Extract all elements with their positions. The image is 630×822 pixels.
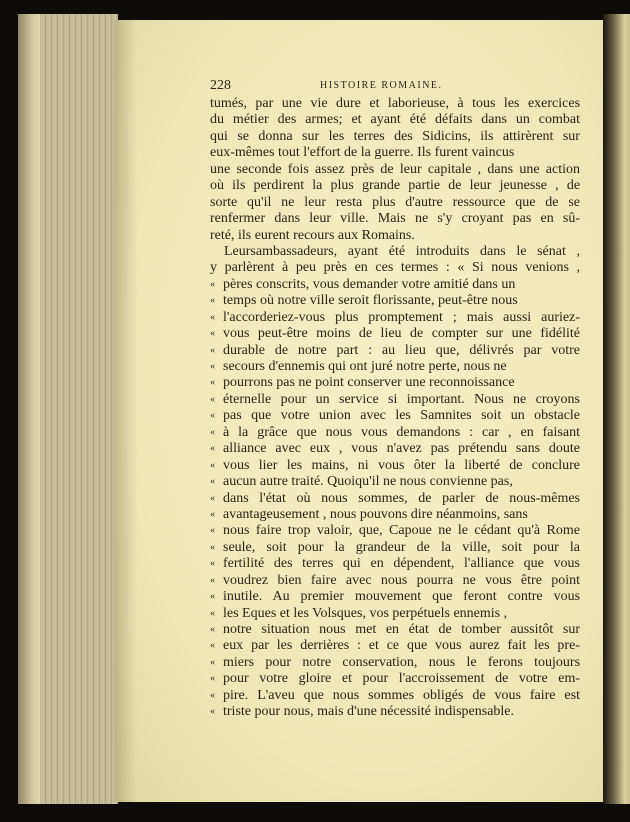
quote-mark: « [210,706,215,718]
quote-mark: « [210,410,215,422]
line-text: où ils perdirent la plus grande partie de leur jeunesse , de [210,178,581,194]
text-line [210,688,580,704]
text-line [210,244,580,260]
text-line [210,96,580,112]
quote-mark: « [210,426,215,438]
line-text: une seconde fois assez près de leur capitale , dans une action [210,161,581,177]
quote-mark: « [210,607,215,619]
quote-mark: « [210,476,215,488]
quote-mark: « [210,640,215,652]
text-line [210,195,580,211]
quote-mark: « [210,508,215,520]
line-text: qui se donna sur les terres des Sidicins, ils attirèrent sur [210,128,580,144]
quote-mark: « [210,541,215,553]
quote-mark: « [210,558,215,570]
line-text: seule, soit pour la grandeur de la ville, soit pour la [223,539,581,555]
text-line [210,112,580,128]
text-line [210,622,580,638]
text-line [210,589,580,605]
text-line [210,540,580,556]
line-text: à la grâce que nous vous demandons : car , en faisant [223,424,580,440]
text-line [210,425,580,441]
text-line [210,704,580,720]
line-text: notre situation nous met en état de tomber aussitôt sur [223,622,581,637]
text-line [210,638,580,654]
text-line [210,671,580,687]
line-text: les Eques et les Volsques, vos perpétuels ennemis , [223,605,508,621]
line-text: vous lier les mains, ni vous ôter la liberté de conclure [223,457,580,473]
text-line [210,343,580,359]
quote-mark: « [210,574,215,586]
page-number: 228 [210,78,231,93]
running-header [210,76,580,96]
line-text: temps où notre ville seroit florissante, peut-être nous [223,293,518,309]
text-line [210,408,580,424]
line-text: pourrons pas ne point conserver une reconnoissance [223,375,515,391]
text-line [210,441,580,457]
quote-mark: « [210,295,215,307]
text-line [210,523,580,539]
quote-mark: « [210,344,215,356]
line-text: tumés, par une vie dure et laborieuse, à tous les exercices [210,96,581,111]
quote-mark: « [210,278,215,290]
quote-mark: « [210,361,215,372]
line-text: y parlèrent à peu près en ces termes : « Si nous venions , [210,260,581,276]
text-line [210,145,580,161]
line-text: secours d'ennemis qui ont juré notre perte, nous ne [223,359,507,374]
quote-mark: « [210,624,215,635]
line-text: pire. L'aveu que nous sommes obligés de vous faire est [223,687,580,703]
facing-page-edge [603,14,630,804]
line-text: éternelle pour un service si important. Nous ne croyons [223,391,580,407]
text-line [210,573,580,589]
line-text: dans l'état où nous sommes, de parler de nous-mêmes [223,490,580,506]
text-line [210,228,580,244]
text-line [210,359,580,375]
text-line [210,375,580,391]
text-line [210,507,580,523]
text-line [210,606,580,622]
line-text: pas que votre union avec les Samnites soit un obstacle [223,408,581,424]
line-text: sorte qu'il ne leur resta plus d'autre ressource que de se [210,194,581,210]
text-line [210,211,580,227]
line-text: alliance avec eux , vous n'avez pas prétendu sans doute [223,441,580,457]
quote-mark: « [210,377,215,389]
line-text: voudrez bien faire avec nous pourra ne vous être point [223,572,581,588]
text-line [210,260,580,276]
text-line [210,178,580,194]
text-line [210,392,580,408]
line-text: pour votre gloire et pour l'accroissement de votre em- [223,671,581,687]
quote-mark: « [210,459,215,471]
quote-mark: « [210,591,215,603]
quote-mark: « [210,673,215,685]
body-text [210,96,580,721]
line-text: vous peut-être moins de lieu de compter sur une fidélité [223,326,581,342]
quote-mark: « [210,393,215,405]
line-text: fertilité des terres qui en dépendent, l'alliance que vous [223,556,580,572]
line-text: aucun autre traité. Quoiqu'il ne nous convienne pas, [223,474,513,490]
line-text: renfermer dans leur ville. Mais ne s'y croyant pas en sû- [210,211,581,227]
text-line [210,310,580,326]
line-text: durable de notre part : au lieu que, délivrés par votre [223,342,580,358]
quote-mark: « [210,443,215,455]
text-line [210,474,580,490]
quote-mark: « [210,311,215,323]
quote-mark: « [210,328,215,340]
line-text: miers pour notre conservation, nous le ferons toujours [223,654,581,670]
line-text: inutile. Au premier mouvement que feront contre vous [223,589,581,605]
line-text: nous faire trop valoir, que, Capoue ne le cédant qu'à Rome [223,523,580,539]
text-line [210,458,580,474]
page-gutter-shadow [115,20,137,802]
book-page-edges [18,14,118,804]
text-line [210,293,580,309]
text-line [210,162,580,178]
page-text [210,76,580,721]
line-text: avantageusement , nous pouvons dire néanmoins, sans [223,506,528,522]
running-title: HISTOIRE ROMAINE. [320,80,443,91]
quote-mark: « [210,525,215,537]
line-text: pères conscrits, vous demander votre amitié dans un [223,276,516,292]
quote-mark: « [210,492,215,504]
line-text: l'accorderiez-vous plus promptement ; mais aussi auriez- [223,309,581,325]
line-text: eux-mêmes tout l'effort de la guerre. Ils furent vaincus [210,145,515,161]
text-line [210,326,580,342]
line-text: Leursambassadeurs, ayant été introduits dans le sénat , [224,243,581,259]
line-text: triste pour nous, mais d'une nécessité indispensable. [223,704,515,720]
line-text: eux par les derrières : et ce que vous aurez fait les pre- [223,638,580,654]
text-line [210,655,580,671]
text-line [210,277,580,293]
quote-mark: « [210,656,215,668]
line-text: reté, ils eurent recours aux Romains. [210,227,415,243]
text-line [210,129,580,145]
line-text: du métier des armes; et ayant été défaits dans un combat [210,112,580,128]
text-line [210,556,580,572]
text-line [210,491,580,507]
quote-mark: « [210,689,215,701]
